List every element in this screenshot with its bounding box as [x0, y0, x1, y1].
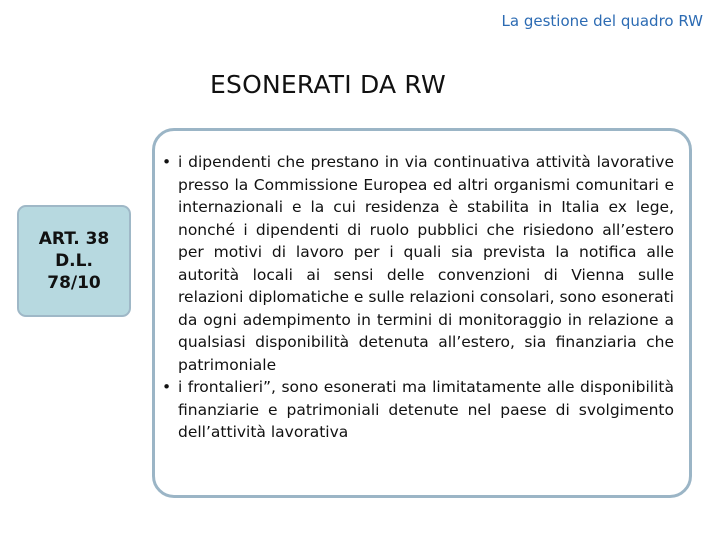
article-reference-box [17, 205, 131, 317]
decree-number-line: 78/10 [47, 273, 101, 293]
decree-line: D.L. [55, 251, 93, 271]
bullet-text: i dipendenti che prestano in via continuativa attività lavorative presso la Commissione Europea ed altri organismi comunitari e internazionali e la cui residenza è stabilita in Italia ex lege, nonché i dipendenti di ruolo pubblici che risiedono all’estero per motivi di lavoro per i quali sia prevista la notifica alle autorità locali ai sensi delle convenzioni di Vienna sulle relazioni diplomatiche e sulle relazioni consolari, sono esonerati da ogni adempimento in termini di monitoraggio in relazione a qualsiasi disponibilità detenuta all’estero, sia finanziaria che patrimoniale [178, 153, 674, 374]
bullet-marker: • [162, 378, 172, 396]
article-line: ART. 38 [38, 229, 110, 249]
bullet-item-frontier-workers [158, 376, 674, 444]
bullet-text: i frontalieri”, sono esonerati ma limitatamente alle disponibilità finanziarie e patrimoniali detenute nel paese di svolgimento dell’attività lavorativa [178, 378, 674, 441]
slide-title: ESONERATI DA RW [210, 70, 446, 99]
presentation-header: La gestione del quadro RW [501, 12, 703, 30]
bullet-item-employees [158, 151, 674, 376]
bullet-marker: • [162, 153, 172, 171]
bullet-list [158, 151, 674, 444]
